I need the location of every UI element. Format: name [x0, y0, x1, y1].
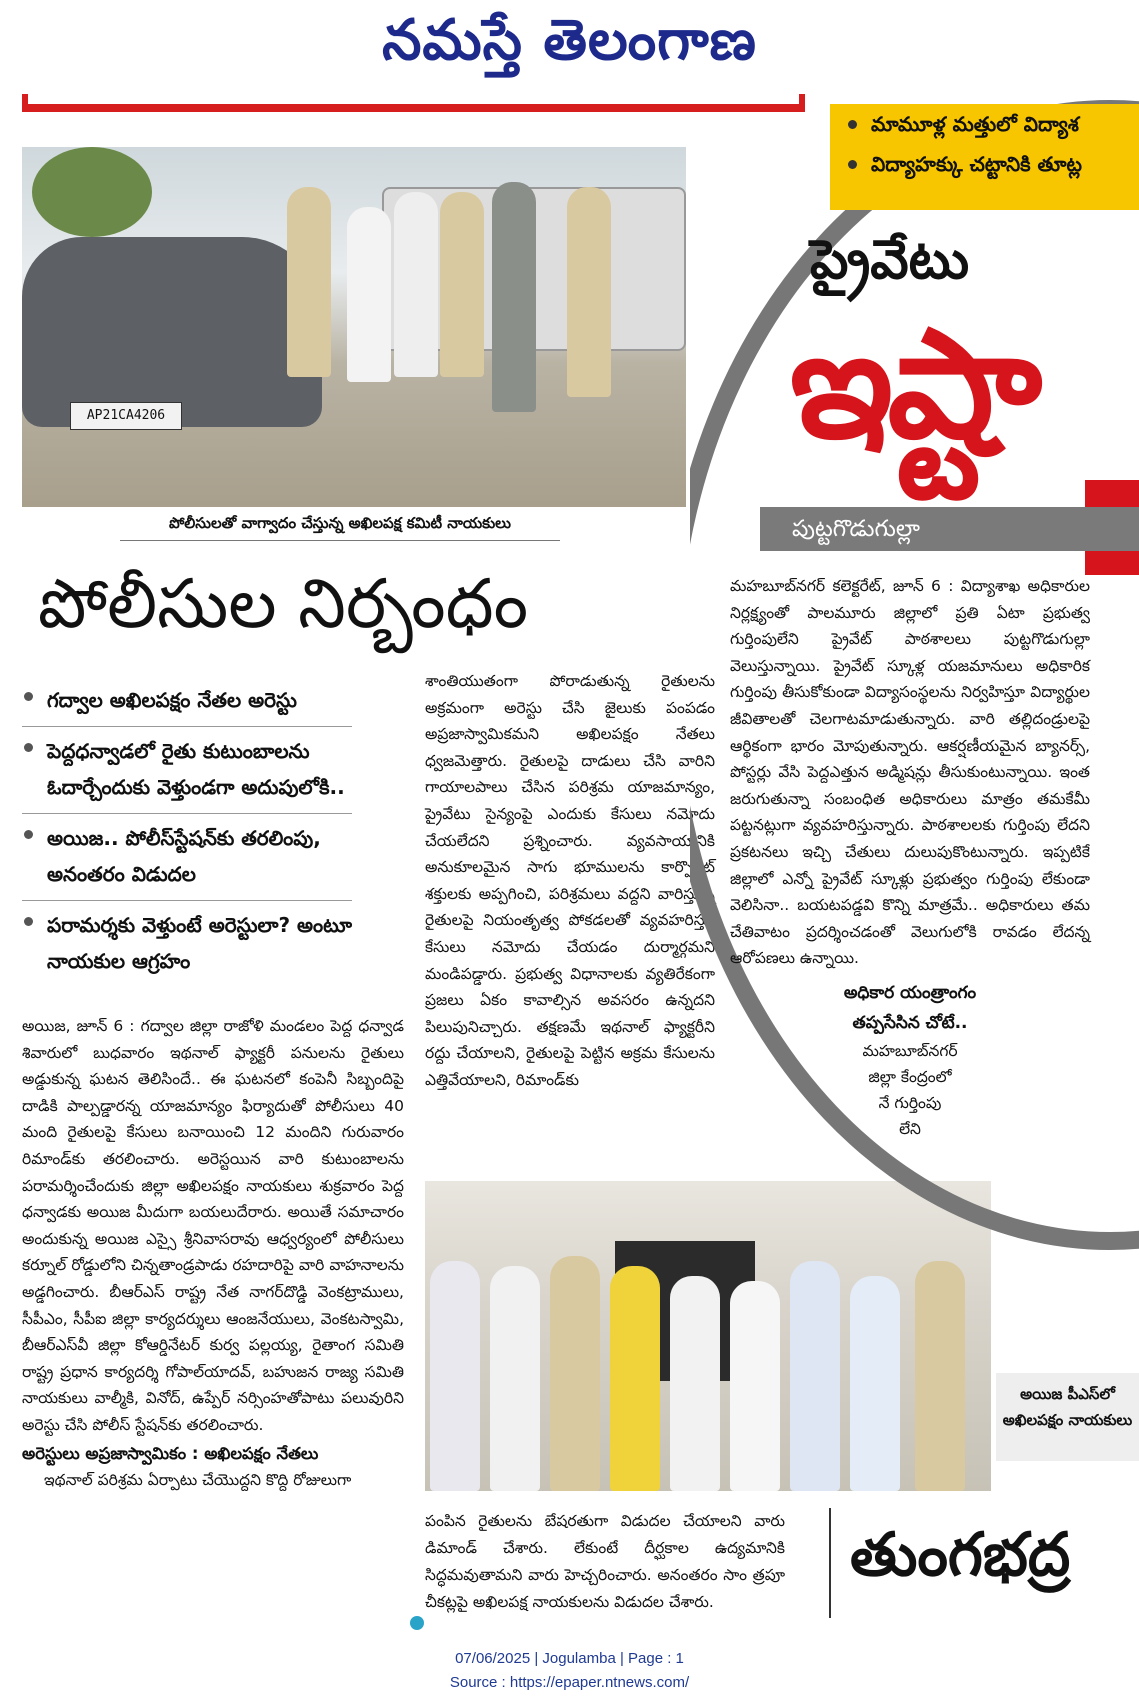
article-column-2 [425, 668, 715, 1094]
person [287, 187, 331, 377]
article-body-tail: ఇథనాల్ పరిశ్రమ ఏర్పాటు చేయొద్దని కొద్ది రోజులుగా [44, 1471, 352, 1490]
bullet-icon [848, 160, 857, 169]
photo-caption: అయిజ పీఎస్‌లో అఖిలపక్షం నాయకులు [996, 1373, 1139, 1461]
person [394, 192, 438, 377]
article-subhead: అరెస్టులు అప్రజాస్వామికం : అఖిలపక్షం నేతలు [22, 1443, 319, 1463]
person [430, 1261, 480, 1491]
article-body-narrow: మహబూబ్‌నగర్ జిల్లా కేంద్రంలో నే గుర్తింపు లేని [862, 1041, 958, 1138]
person [492, 182, 536, 412]
feature-title: ఇష్టా [790, 298, 1037, 472]
bullet-item: పెద్దధన్వాడలో రైతు కుటుంబాలను ఓదార్చేందుకు వెళ్తుండగా అదుపులోకి.. [22, 727, 352, 814]
tree-shape [32, 147, 152, 237]
highlight-box [830, 104, 1139, 210]
newspaper-logo: నమస్తే తెలంగాణ [382, 8, 757, 73]
article-continuation: పంపిన రైతులను బేషరతుగా విడుదల చేయాలని వారు డిమాండ్ చేశారు. లేకుంటే దీర్ఘకాల ఉద్యమానికి సిద్ధమవుతామని వారు హెచ్చరించారు. అనంతరం సాం త్రపూ చీకట్లపై అఖిలపక్ష నాయకులను విడుదల చేశారు. [425, 1512, 785, 1611]
footer-source-link[interactable]: Source : https://epaper.ntnews.com/ [449, 1674, 690, 1691]
feature-pretitle: ప్రైవేటు [810, 228, 970, 291]
article-column-1 [22, 1013, 404, 1494]
person [915, 1261, 965, 1491]
person [850, 1276, 900, 1491]
next-headline: తుంగభద్ర [850, 1520, 1071, 1590]
bullet-item: పరామర్శకు వెళ్తుంటే అరెస్టులా? అంటూ నాయకుల ఆగ్రహం [22, 901, 352, 987]
bullet-item: అయిజ.. పోలీస్‌స్టేషన్‌కు తరలింపు, అనంతరం విడుదల [22, 814, 352, 901]
person [550, 1256, 600, 1491]
person [347, 207, 391, 382]
bullet-item: గద్వాల అఖిలపక్షం నేతల అరెస్టు [22, 676, 352, 727]
highlight-item: విద్యాహక్కు చట్టానికి తూట్ల [830, 144, 1139, 184]
article-body: శాంతియుతంగా పోరాడుతున్న రైతులను అక్రమంగా అరెస్టు చేసి జైలుకు పంపడం అప్రజాస్వామికమని అఖిలపక్షం నేతలు ధ్వజమెత్తారు. రైతులపై దాడులు చేసి వారిని గాయాలపాలు చేసిన పరిశ్రమ యాజమాన్యం, ప్రైవేటు సైన్యంపై ఎందుకు కేసులు నమోదు చేయలేదని ప్రశ్నించారు. వ్యవసాయానికి అనుకూలమైన సాగు భూములను కార్పొరేట్ శక్తులకు అప్పగించి, పరిశ్రమలు వద్దని వారిస్తున్న రైతులపై నియంతృత్వ పోకడలతో వ్యవహరిస్తూ కేసులు నమోదు చేయడం దుర్మార్గమని మండిపడ్డారు. ప్రభుత్వ విధానాలకు వ్యతిరేకంగా ప్రజలు ఏకం కావాల్సిన అవసరం ఉన్నదని పిలుపునిచ్చారు. తక్షణమే ఇథనాల్ ఫ్యాక్టరీని రద్దు చేయాలని, రైతులపై పెట్టిన అక్రమ కేసులను ఎత్తివేయాలని, రిమాండ్‌కు [425, 672, 715, 1089]
person [610, 1266, 660, 1491]
person [490, 1266, 540, 1491]
bullet-list [22, 676, 352, 987]
location-bar: పుట్టగొడుగుల్లా [760, 507, 1139, 551]
car [22, 237, 322, 427]
person [440, 192, 484, 377]
column-divider [829, 1508, 831, 1618]
bullet-icon [24, 692, 33, 701]
footer-edition: 07/06/2025 | Jogulamba | Page : 1 [455, 1650, 684, 1667]
person [670, 1276, 720, 1491]
article-subhead: అధికార యంత్రాంగం తప్పసేసిన చోటే.. [843, 982, 977, 1033]
bullet-icon [24, 917, 33, 926]
highlight-item: మామూళ్ల మత్తులో విద్యాశ [830, 104, 1139, 144]
photo-caption: పోలీసులతో వాగ్వాదం చేస్తున్న అఖిలపక్ష కమిటీ నాయకులు [120, 514, 560, 541]
person [730, 1281, 780, 1491]
article-body: మహబూబ్‌నగర్ కలెక్టరేట్, జూన్ 6 : విద్యాశాఖ అధికారుల నిర్లక్ష్యంతో పాలమూరు జిల్లాలో ప్రతి ఏటా ప్రభుత్వ గుర్తింపులేని ప్రైవేట్ పాఠశాలలు పుట్టగొడుగుల్లా వెలుస్తున్నాయి. ప్రైవేట్ స్కూళ్ల యజమానులు అధికారిక గుర్తింపు తీసుకోకుండా విద్యాసంస్థలను నిర్వహిస్తూ విద్యార్థుల జీవితాలతో చెలగాటమాడుతున్నారు. వారి తల్లిదండ్రులపై ఆర్థికంగా భారం మోపుతున్నారు. ఆకర్షణీయమైన బ్యానర్స్, పోస్టర్లు వేసి పెద్దఎత్తున అడ్మిషన్లు తీసుకుంటున్నాయి. ఇంత జరుగుతున్నా సంబంధిత అధికారులు మాత్రం తమకేమీ పట్టనట్లుగా వ్యవహరిస్తున్నారు. పాఠశాలలకు గుర్తింపు లేదని ప్రకటనలు ఇచ్చి చేతులు దులుపుకొంటున్నారు. ఇప్పటికే జిల్లాలో ఎన్నో ప్రైవేట్ స్కూళ్లు ప్రభుత్వం గుర్తింపు లేకుండా వెలిసినా.. బయటపడ్డవి కొన్ని మాత్రమే.. అధికారులు తమ చేతివాటం ప్రదర్శించడంతో వెలుగులోకి రావడం లేదన్న ఆరోపణలు ఉన్నాయి. [730, 577, 1090, 968]
headline: పోలీసుల నిర్బంధం [38, 565, 529, 644]
bullet-icon [848, 120, 857, 129]
feature-article [730, 573, 1098, 1142]
page-marker-icon [410, 1616, 424, 1630]
license-plate: AP21CA4206 [70, 402, 182, 430]
person [567, 187, 611, 397]
news-photo-police [22, 147, 686, 507]
article-body: అయిజ, జూన్ 6 : గద్వాల జిల్లా రాజోళి మండలం పెద్ద ధన్వాడ శివారులో బుధవారం ఇథనాల్ ఫ్యాక్టరీ పనులను రైతులు అడ్డుకున్న ఘటన తెలిసిందే.. ఈ ఘటనలో కంపెనీ సిబ్బందిపై దాడికి పాల్పడ్డారన్న యాజమాన్యం ఫిర్యాదుతో పోలీసులు 40 మంది రైతులపై కేసులు బనాయించి 12 మందిని గురువారం రిమాండ్‌కు తరలించారు. అరెస్టయిన వారి కుటుంబాలను పరామర్శించేందుకు జిల్లా అఖిలపక్షం నాయకులు శుక్రవారం పెద్ద ధన్వాడకు అయిజ మీదుగా బయలుదేరారు. అయితే సమాచారం అందుకున్న అయిజ ఎస్సై శ్రీనివాసరావు ఆధ్వర్యంలో పోలీసులు కర్నూల్ రోడ్డులోని చిన్నతాండ్రపాడు రహదారిపై వారి వాహనాలను అడ్డగించారు. బీఆర్‌ఎస్ రాష్ట్ర నేత నాగర్‌దొడ్డి వెంకట్రాములు, సీపీఎం, సీపీఐ జిల్లా కార్యదర్శులు ఆంజనేయులు, వెంకటస్వామి, బీఆర్‌ఎస్‌వీ జిల్లా కోఆర్డినేటర్ కుర్వ పల్లయ్య, రైతాంగ సమితి రాష్ట్ర ప్రధాన కార్యదర్శి గోపాల్‌యాదవ్, బహుజన రాజ్య సమితి నాయకులు వాల్మీకి, వినోద్, ఉప్పేర్ నర్సింహతోపాటు పలువురిని అరెస్టు చేసి పోలీస్ స్టేషన్‌కు తరలించారు. [22, 1017, 404, 1434]
person [790, 1261, 840, 1491]
section-divider [22, 104, 805, 112]
bullet-icon [24, 743, 33, 752]
bullet-icon [24, 830, 33, 839]
masthead [0, 0, 1139, 80]
page-footer [0, 1647, 1139, 1695]
